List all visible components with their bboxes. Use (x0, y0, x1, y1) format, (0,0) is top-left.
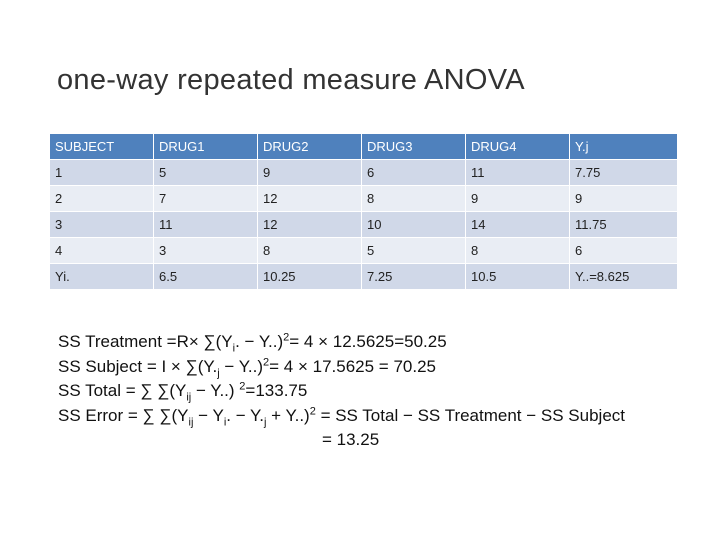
ss-treatment-formula: SS Treatment $=R\times \sum(Y_i$. − Y..)$^2$= 4 × 12.5625=50.25 (58, 331, 447, 355)
table-cell: Yi. (50, 264, 154, 290)
ss-error-result: = 13.25 (322, 430, 380, 449)
table-cell: 10 (362, 212, 466, 238)
table-cell: 8 (362, 186, 466, 212)
table-cell: 1 (50, 160, 154, 186)
table-cell: 7.75 (570, 160, 678, 186)
header-row-mean: Y.j (570, 134, 678, 160)
table-header-row (50, 134, 678, 160)
table-cell: 8 (258, 238, 362, 264)
header-drug2: DRUG2 (258, 134, 362, 160)
ss-subject-formula: SS Subject = $I \times \sum(Y._j - Y..)^2= 4 \times 17.5625 = 70.25$ (58, 355, 436, 379)
header-drug1: DRUG1 (154, 134, 258, 160)
ss-error-formula: SS Error = ∑ $\sum(Y_{ij} - Y_i$. − $Y._j + Y..)^2$ = SS Total − SS Treatment − SS Subject (58, 404, 626, 428)
header-drug3: DRUG3 (362, 134, 466, 160)
table-cell: 6.5 (154, 264, 258, 290)
table-cell: 9 (570, 186, 678, 212)
table-cell: 6 (570, 238, 678, 264)
anova-data-table (49, 133, 678, 290)
table-cell: 2 (50, 186, 154, 212)
table-cell: 5 (362, 238, 466, 264)
table-row (50, 238, 678, 264)
ss-total-formula: SS Total = ∑ $\sum(Y_{ij} - Y..)$ $^2$=133.75 (58, 380, 308, 404)
table-cell: 3 (154, 238, 258, 264)
table-cell: 11 (466, 160, 570, 186)
table-cell: 12 (258, 212, 362, 238)
table-cell: 5 (154, 160, 258, 186)
table-cell: 14 (466, 212, 570, 238)
slide-title: one-way repeated measure ANOVA (57, 64, 525, 96)
table-cell: 4 (50, 238, 154, 264)
table-cell: 10.5 (466, 264, 570, 290)
table-cell: 11.75 (570, 212, 678, 238)
table-row (50, 186, 678, 212)
table-row (50, 160, 678, 186)
table-row (50, 212, 678, 238)
table-cell: 9 (466, 186, 570, 212)
table-cell: 12 (258, 186, 362, 212)
table-row-column-means (50, 264, 678, 290)
header-drug4: DRUG4 (466, 134, 570, 160)
table-cell: 6 (362, 160, 466, 186)
table-cell: 7 (154, 186, 258, 212)
table-cell: 8 (466, 238, 570, 264)
table-cell: 3 (50, 212, 154, 238)
ss-formulas (58, 330, 625, 453)
table-cell: 10.25 (258, 264, 362, 290)
table-cell: 11 (154, 212, 258, 238)
table-cell: Y..=8.625 (570, 264, 678, 290)
table-cell: 9 (258, 160, 362, 186)
table-cell: 7.25 (362, 264, 466, 290)
header-subject: SUBJECT (50, 134, 154, 160)
